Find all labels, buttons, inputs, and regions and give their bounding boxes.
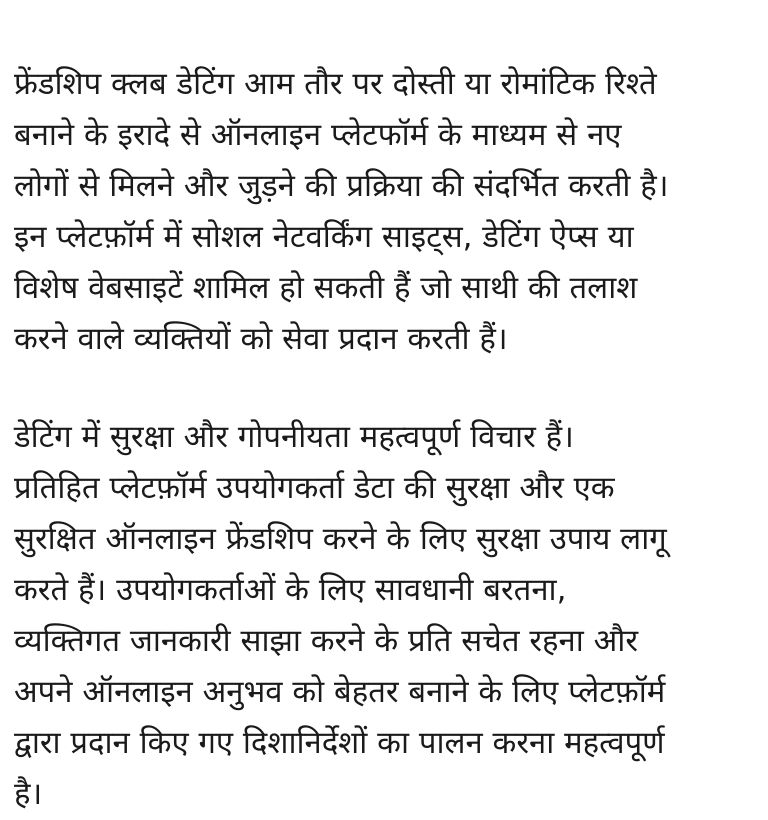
text-line: लोगों से मिलने और जुड़ने की प्रक्रिया की संदर्भित करती है। [14, 168, 669, 204]
text-line: फ्रेंडशिप क्लब डेटिंग आम तौर पर दोस्ती या रोमांटिक रिश्ते [14, 66, 657, 102]
text-line: इन प्लेटफ़ॉर्म में सोशल नेटवर्किंग साइट्स, डेटिंग ऐप्स या [14, 219, 634, 255]
text-line: बनाने के इरादे से ऑनलाइन प्लेटफॉर्म के माध्यम से नए [14, 117, 622, 153]
text-line: व्यक्तिगत जानकारी साझा करने के प्रति सचेत रहना और [14, 623, 638, 659]
text-line: प्रतिहित प्लेटफ़ॉर्म उपयोगकर्ता डेटा की सुरक्षा और एक [14, 470, 615, 506]
paragraph-dating-intro [14, 59, 762, 365]
text-line: करते हैं। उपयोगकर्ताओं के लिए सावधानी बरतना, [14, 572, 567, 608]
text-line: डेटिंग में सुरक्षा और गोपनीयता महत्वपूर्ण विचार हैं। [14, 419, 574, 455]
text-line: अपने ऑनलाइन अनुभव को बेहतर बनाने के लिए प्लेटफ़ॉर्म [14, 674, 666, 710]
text-line: करने वाले व्यक्तियों को सेवा प्रदान करती हैं। [14, 321, 508, 357]
text-line: सुरक्षित ऑनलाइन फ्रेंडशिप करने के लिए सुरक्षा उपाय लागू [14, 521, 667, 557]
text-line: विशेष वेबसाइटें शामिल हो सकती हैं जो साथी की तलाश [14, 270, 638, 306]
paragraph-safety-privacy [14, 412, 762, 820]
text-line: द्वारा प्रदान किए गए दिशानिर्देशों का पालन करना महत्वपूर्ण [14, 725, 665, 761]
text-line: है। [14, 776, 43, 812]
